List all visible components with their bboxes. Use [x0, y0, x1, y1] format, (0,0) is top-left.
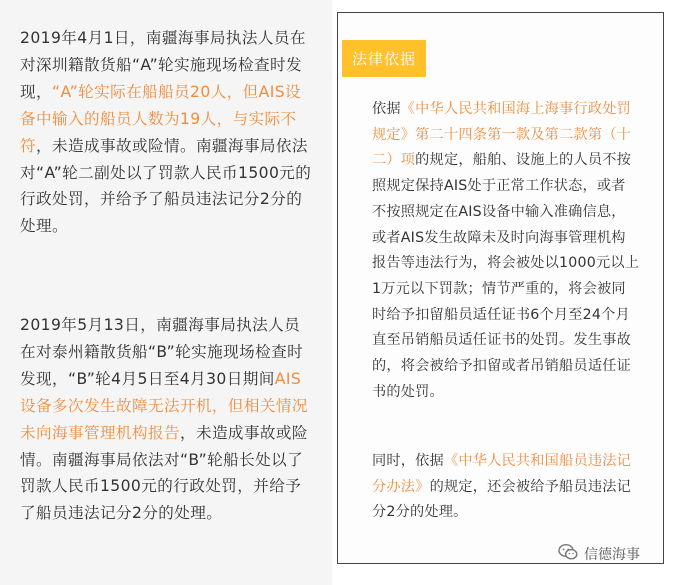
case1-highlight: “A”轮实际在船船员20人，但AIS设备中输入的船员人数为19人，与实际不符: [20, 82, 302, 155]
case1-text-1: 2019年4月1日，南疆海事局执法人员在对深圳籍散货船“A”轮实施现场检查时发现，: [20, 29, 306, 101]
basis1-text-1: 依据: [372, 101, 401, 117]
basis2-highlight: 《中华人民共和国船员违法记分办法》: [372, 453, 631, 495]
case-paragraph-1: [20, 25, 316, 240]
legal-basis-title: 法律依据: [342, 40, 426, 77]
basis1-text-2: 的规定，船舶、设施上的人员不按照规定保持AIS处于正常工作状态，或者不按照规定在AIS设备中输入准确信息，或者AIS发生故障未及时向海事管理机构报告等违法行为，将会被处以1000元以上1万元以下罚款；情节严重的，将会被同时给予扣留船员适任证书6个月至24个月直至吊销船员适任证书的处罚。发生事故的，将会被给予扣留或者吊销船员适任证书的处罚。: [372, 152, 640, 400]
wechat-icon: [558, 543, 578, 565]
basis1-highlight: 《中华人民共和国海上海事行政处罚规定》第二十四条第一款及第二款第（十二）项: [372, 101, 631, 169]
case2-highlight: AIS设备多次发生故障无法开机，但相关情况未向海事管理机构报告: [20, 369, 308, 442]
case2-text-2: ，未造成事故或险情。南疆海事局依法对“B”轮船长处以了罚款人民币1500元的行政处罚，并给予了船员违法记分2分的处理。: [20, 423, 308, 523]
legal-paragraph-2: [372, 449, 640, 526]
case2-text-1: 2019年5月13日，南疆海事局执法人员在对泰州籍散货船“B”轮实施现场检查时发现，“B”轮4月5日至4月30日期间: [20, 316, 304, 388]
watermark-text: 信德海事: [584, 547, 640, 563]
watermark: [558, 543, 640, 565]
basis2-text-2: 的规定，还会被给予船员违法记分2分的处理。: [372, 478, 631, 521]
case-paragraph-2: [20, 312, 316, 527]
basis2-text-1: 同时，依据: [372, 453, 444, 469]
legal-paragraph-1: [372, 97, 640, 405]
case1-text-2: ，未造成事故或险情。南疆海事局依法对“A”轮二副处以了罚款人民币1500元的行政处罚，并给予了船员违法记分2分的处理。: [20, 136, 312, 236]
